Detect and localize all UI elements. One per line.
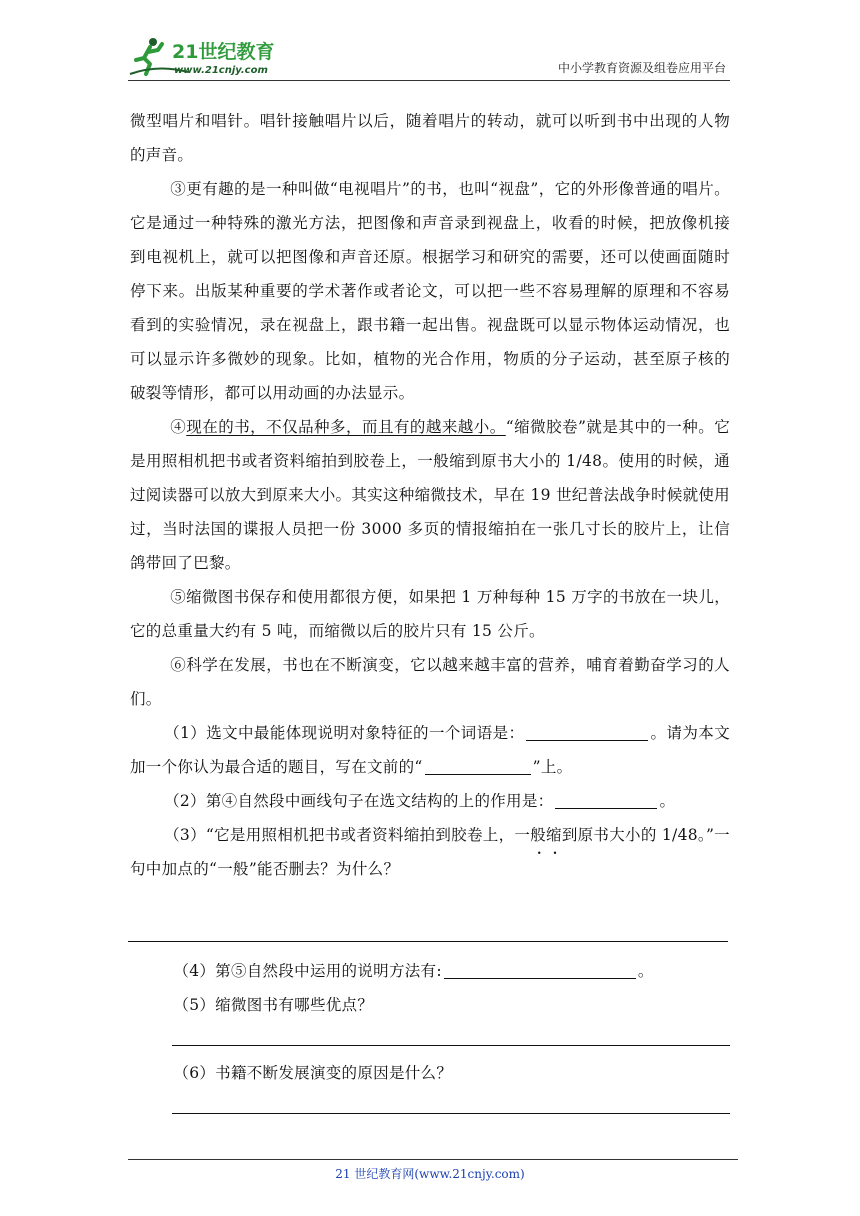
question-6: （6）书籍不断发展演变的原因是什么？ <box>173 1064 453 1082</box>
logo-title: 21世纪教育 <box>172 41 275 63</box>
question-2-end: 。 <box>659 792 676 810</box>
question-2-text: （2）第④自然段中画线句子在选文结构的上的作用是： <box>164 792 554 810</box>
dotted-char-1: 一 <box>514 826 531 844</box>
question-5: （5）缩微图书有哪些优点？ <box>173 996 374 1014</box>
paragraph-continued: 微型唱片和唱针。唱针接触唱片以后，随着唱片的转动，就可以听到书中出现的人物的声音。 <box>130 112 730 164</box>
answer-blank-4[interactable] <box>444 960 636 979</box>
question-3 <box>130 818 730 886</box>
question-4-text: （4）第⑤自然段中运用的说明方法有: <box>173 962 442 980</box>
page-footer: 21 世纪教育网(www.21cnjy.com) <box>335 1167 525 1181</box>
answer-line-5[interactable] <box>172 1044 730 1046</box>
question-2 <box>130 784 730 818</box>
dotted-char-2: 般 <box>530 826 547 844</box>
paragraph-4-rest: “缩微胶卷”就是其中的一种。它是用照相机把书或者资料缩拍到胶卷上，一般缩到原书大小的 1/48。使用的时候，通过阅读器可以放大到原来大小。其实这种缩微技术，早在 19 世纪普法战争时候就使用过，当时法国的谍报人员把一份 3000 多页的情报缩拍在一张几寸长的胶片上，让信鸽带回了巴黎。 <box>130 418 730 572</box>
question-4-end: 。 <box>637 962 654 980</box>
question-3-text: （3）“它是用照相机把书或者资料缩拍到胶卷上， <box>164 826 515 844</box>
underlined-sentence: 现在的书，不仅品种多，而且有的越来越小。 <box>186 418 506 436</box>
page-header <box>128 34 730 81</box>
question-1-text-3: ”上。 <box>532 758 573 776</box>
answer-blank-1[interactable] <box>526 722 648 741</box>
question-3-text-2: 缩到原书大小的 1/48。”一句中加点的“一般”能否删去？为什么？ <box>130 826 730 878</box>
answer-line-6[interactable] <box>172 1112 730 1114</box>
paragraph-5: ⑤缩微图书保存和使用都很方便，如果把 1 万种每种 15 万字的书放在一块儿，它的总重量大约有 5 吨，而缩微以后的胶片只有 15 公斤。 <box>130 588 730 640</box>
platform-name: 中小学教育资源及组卷应用平台 <box>557 61 726 75</box>
site-logo <box>128 34 298 78</box>
answer-blank-2[interactable] <box>555 790 657 809</box>
paragraph-3: ③更有趣的是一种叫做“电视唱片”的书，也叫“视盘”，它的外形像普通的唱片。它是通过一种特殊的激光方法，把图像和声音录到视盘上，收看的时候，把放像机接到电视机上，就可以把图像和声音还原。根据学习和研究的需要，还可以使画面随时停下来。出版某种重要的学术著作或者论文，可以把一些不容易理解的原理和不容易看到的实验情况，录在视盘上，跟书籍一起出售。视盘既可以显示物体运动情况，也可以显示许多微妙的现象。比如，植物的光合作用，物质的分子运动，甚至原子核的破裂等情形，都可以用动画的办法显示。 <box>130 180 730 402</box>
paragraph-4 <box>130 410 730 580</box>
logo-url: www.21cnjy.com <box>174 65 268 76</box>
question-1-text: （1）选文中最能体现说明对象特征的一个词语是： <box>164 724 525 742</box>
paragraph-6: ⑥科学在发展，书也在不断演变，它以越来越丰富的营养，哺育着勤奋学习的人们。 <box>130 656 730 708</box>
answer-blank-title[interactable] <box>425 756 531 775</box>
article-body <box>130 104 730 1114</box>
paragraph-4-number: ④ <box>170 418 187 436</box>
question-1-text-2: 。请为本文加一个你认为最合适的题目，写在文前的“ <box>130 724 730 776</box>
answer-line-3[interactable] <box>128 940 728 942</box>
question-1 <box>130 716 730 784</box>
footer-divider <box>128 1159 738 1160</box>
question-4 <box>130 954 730 988</box>
